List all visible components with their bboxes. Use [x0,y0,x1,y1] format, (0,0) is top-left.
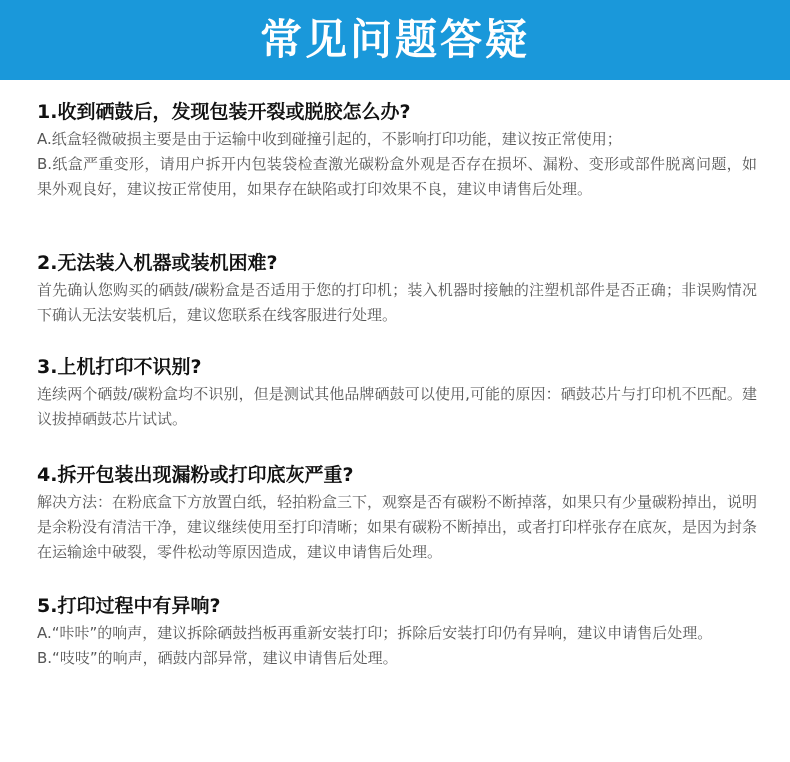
faq-question: 5.打印过程中有异响? [37,595,221,617]
faq-item [37,354,757,432]
faq-answer: A.纸盒轻微破损主要是由于运输中收到碰撞引起的，不影响打印功能，建议按正常使用； [37,130,622,148]
faq-question: 1.收到硒鼓后，发现包装开裂或脱胶怎么办? [37,101,411,123]
faq-answer: B.“吱吱”的响声，硒鼓内部异常，建议申请售后处理。 [37,649,398,667]
faq-item [37,99,757,202]
page-title: 常见问题答疑 [259,15,530,64]
faq-item [37,250,757,328]
faq-answer: A.“咔咔”的响声，建议拆除硒鼓挡板再重新安装打印；拆除后安装打印仍有异响，建议申请售后处理。 [37,624,713,642]
faq-item [37,462,757,565]
faq-answer: 首先确认您购买的硒鼓/碳粉盒是否适用于您的打印机；装入机器时接触的注塑机部件是否正确；非误购情况下确认无法安装机后，建议您联系在线客服进行处理。 [37,281,757,324]
header-banner [0,0,790,80]
faq-answer: B.纸盒严重变形，请用户拆开内包装袋检查激光碳粉盒外观是否存在损坏、漏粉、变形或部件脱离问题，如果外观良好，建议按正常使用，如果存在缺陷或打印效果不良，建议申请售后处理。 [37,155,757,198]
faq-question: 4.拆开包装出现漏粉或打印底灰严重? [37,464,354,486]
faq-item [37,593,757,671]
faq-answer: 解决方法：在粉底盒下方放置白纸，轻拍粉盒三下，观察是否有碳粉不断掉落，如果只有少量碳粉掉出，说明是余粉没有清洁干净，建议继续使用至打印清晰；如果有碳粉不断掉出，或者打印样张存在底灰，是因为封条在运输途中破裂，零件松动等原因造成，建议申请售后处理。 [37,493,758,561]
faq-question: 3.上机打印不识别? [37,356,202,378]
faq-question: 2.无法装入机器或装机困难? [37,252,278,274]
faq-answer: 连续两个硒鼓/碳粉盒均不识别，但是测试其他品牌硒鼓可以使用,可能的原因：硒鼓芯片与打印机不匹配。建议拔掉硒鼓芯片试试。 [37,385,757,428]
